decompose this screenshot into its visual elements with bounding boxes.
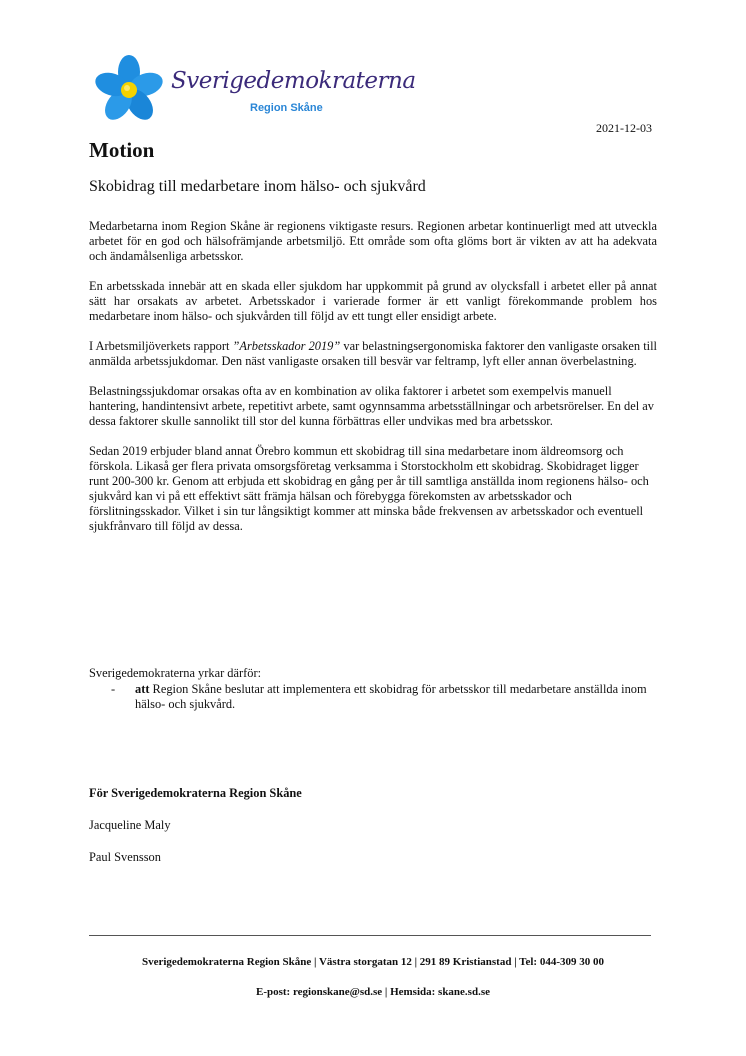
demand-intro: Sverigedemokraterna yrkar därför: bbox=[89, 666, 262, 680]
motion-subject: Skobidrag till medarbetare inom hälso- och sjukvård bbox=[89, 178, 426, 195]
paragraph: En arbetsskada innebär att en skada eller sjukdom har uppkommit på grund av olycksfall i arbetet eller på annat sätt har orsakats av arbetet. Arbetsskador i varierade former är ett vanligt förekommande problem hos medarbetare inom hälso- och sjukvården till följd av ett tungt eller ensidigt arbete. bbox=[89, 279, 657, 323]
demand-body: Region Skåne beslutar att implementera ett skobidrag för arbetsskor till medarbetare anställda inom hälso- och sjukvård. bbox=[135, 682, 647, 711]
document-type: Motion bbox=[89, 138, 155, 162]
signature-organization: För Sverigedemokraterna Region Skåne bbox=[89, 786, 302, 800]
document-date: 2021-12-03 bbox=[596, 121, 652, 135]
paragraph-text: I Arbetsmiljöverkets rapport bbox=[89, 339, 233, 353]
paragraph-text: var belastningsergonomiska faktorer den vanligaste orsaken till anmälda arbetssjukdomar. Den näst vanligaste orsaken till besvär var feltramp, lyft eller annan överbelastning. bbox=[89, 339, 657, 368]
list-bullet: - bbox=[111, 682, 116, 696]
report-title: ”Arbetsskador 2019” bbox=[232, 339, 341, 353]
signer-name: Paul Svensson bbox=[89, 850, 161, 864]
footer-divider bbox=[89, 935, 651, 936]
demand-text bbox=[135, 682, 657, 712]
demand-item bbox=[89, 682, 657, 712]
logo-wordmark: Sverigedemokraterna bbox=[171, 68, 416, 94]
paragraph: Belastningssjukdomar orsakas ofta av en kombination av olika faktorer i arbetet som exempelvis manuell hantering, handintensivt arbete, repetitivt arbete, samt ogynnsamma arbetsställningar och arbetsrörelser. En del av dessa faktorer skulle sannolikt till stor del kunna förbättras eller undvikas med bra arbetsskor. bbox=[89, 384, 654, 428]
motion-body bbox=[89, 219, 657, 549]
signer-name: Jacqueline Maly bbox=[89, 818, 171, 832]
footer-contact: E-post: regionskane@sd.se | Hemsida: skane.sd.se bbox=[255, 986, 490, 998]
party-logo bbox=[93, 54, 416, 124]
paragraph: Sedan 2019 erbjuder bland annat Örebro kommun ett skobidrag till sina medarbetare inom äldreomsorg och förskola. Likaså ger flera privata omsorgsföretag verksamma i Storstockholm ett skobidrag. Skobidraget ligger runt 200-300 kr. Genom att erbjuda ett skobidrag en gång per år till samtliga anställda inom regionens hälso- och sjukvård kan vi på ett effektivt sätt främja hälsan och förebygga förekomsten av arbetsskador och förslitningsskador. Vilket i sin tur långsiktigt kommer att minska både frekvensen av arbetsskador och eventuell sjukfrånvaro till följd av dessa. bbox=[89, 444, 649, 533]
footer-address: Sverigedemokraterna Region Skåne | Västra storgatan 12 | 291 89 Kristianstad | Tel: 044-309 30 00 bbox=[141, 956, 605, 968]
paragraph: Medarbetarna inom Region Skåne är regionens viktigaste resurs. Regionen arbetar kontinuerligt med att utveckla arbetet för en god och hälsofrämjande arbetsmiljö. Ett område som ofta glöms bort är vikten av att ha adekvata och ändamålsenliga arbetsskor. bbox=[89, 219, 657, 263]
demand-keyword: att bbox=[135, 682, 150, 696]
paragraph bbox=[89, 339, 657, 369]
logo-region: Region Skåne bbox=[250, 102, 323, 114]
